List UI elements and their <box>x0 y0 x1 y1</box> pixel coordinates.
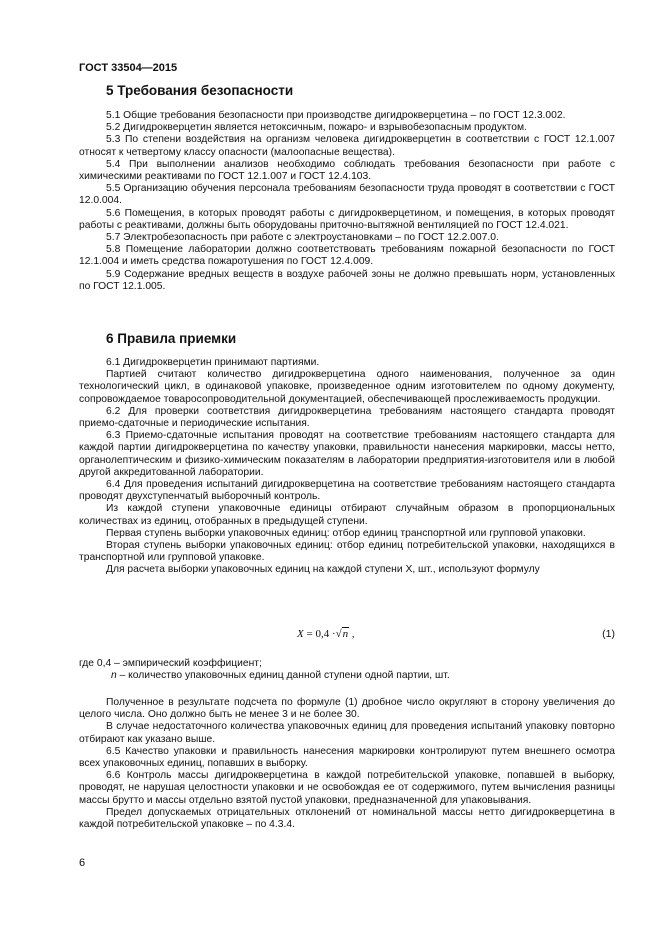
formula-sqrt-arg: n <box>342 628 349 640</box>
paragraph: 6.5 Качество упаковки и правильность нанесения маркировки контролируют путем внешнего осмотра всех упаковочных единиц, попавших в выборку. <box>79 745 615 770</box>
paragraph: Для расчета выборки упаковочных единиц на каждой ступени X, шт., используют формулу <box>106 564 540 576</box>
formula-eq: = 0,4 · <box>306 628 336 640</box>
paragraph: Партией считают количество дигидрокверцетина одного наименования, полученное за один технологический цикл, в одинаковой упаковке, произведенное одним изготовителем по одному документу, сопровождаемое товаросопроводительной документацией, обеспечивающей прослеживаемость продукции. <box>79 369 615 405</box>
standard-code: ГОСТ 33504—2015 <box>79 62 178 74</box>
paragraph: 6.6 Контроль массы дигидрокверцетина в каждой потребительской упаковке, попавшей в выборку, проводят, не нарушая целостности упаковки и не освобождая ее от содержимого, путем вычисления разницы массы брутто и массы отдельно взятой пустой упаковки, предназначенной для упаковывания. <box>79 770 615 806</box>
formula-1 <box>79 628 615 644</box>
paragraph: 6.4 Для проведения испытаний дигидрокверцетина на соответствие требованиям настоящего стандарта проводят двухступенчатый выборочный контроль. <box>79 479 615 503</box>
paragraph: 5.7 Электробезопасность при работе с электроустановками – по ГОСТ 12.2.007.0. <box>106 232 499 244</box>
formula-tail: , <box>351 628 355 640</box>
legend-line-1: где 0,4 – эмпирический коэффициент; <box>79 658 262 669</box>
formula-legend <box>79 658 615 682</box>
section-6-title: 6 Правила приемки <box>106 331 237 346</box>
paragraph: Вторая ступень выборки упаковочных единиц: отбор единиц потребительской упаковки, находящихся в транспортной или групповой упаковке. <box>79 540 615 564</box>
paragraph: Из каждой ступени упаковочные единицы отбирают случайным образом в пропорциональных количествах из единиц, отобранных в предыдущей ступени. <box>79 503 615 527</box>
paragraph: 5.4 При выполнении анализов необходимо соблюдать требования безопасности при работе с химическими реактивами по ГОСТ 12.1.007 и ГОСТ 12.4.103. <box>79 158 615 183</box>
paragraph: 5.5 Организацию обучения персонала требованиям безопасности труда проводят в соответствии с ГОСТ 12.0.004. <box>79 183 615 207</box>
paragraph: 6.1 Дигидрокверцетин принимают партиями. <box>106 357 320 368</box>
section-5-title: 5 Требования безопасности <box>106 83 294 98</box>
paragraph: 5.2 Дигидрокверцетин является нетоксичным, пожаро- и взрывобезопасным продуктом. <box>106 122 527 134</box>
paragraph: В случае недостаточного количества упаковочных единиц для проведения испытаний упаковку повторно отбирают как указано выше. <box>79 721 615 745</box>
paragraph: 5.9 Содержание вредных веществ в воздухе рабочей зоны не должно превышать норм, установленных по ГОСТ 12.1.005. <box>79 268 615 292</box>
page-number: 6 <box>79 857 86 869</box>
paragraph: 5.1 Общие требования безопасности при производстве дигидрокверцетина – по ГОСТ 12.3.002. <box>106 110 566 121</box>
legend-line-2 <box>79 670 615 682</box>
paragraph: 5.3 По степени воздействия на организм человека дигидрокверцетин в соответствии с ГОСТ 12.1.007 относят к четвертому классу опасности (малоопасные вещества). <box>79 134 615 158</box>
paragraph: 6.3 Приемо-сдаточные испытания проводят на соответствие требованиям настоящего стандарта для каждой партии дигидрокверцетина по качеству упаковки, правильности нанесения маркировки, массы нетто, органолептическим и физико-химическим показателям в лаборатории предприятия-изготовителя или в любой другой аккредитованной лаборатории. <box>79 430 615 478</box>
paragraph: 5.6 Помещения, в которых проводят работы с дигидрокверцетином, и помещения, в которых проводят работы с реактивами, должны быть оборудованы приточно-вытяжной вентиляцией по ГОСТ 12.4.021. <box>79 207 615 231</box>
formula-lhs: X <box>297 628 304 640</box>
section-5-body <box>79 110 615 293</box>
legend-text: – количество упаковочных единиц данной ступени одной партии, шт. <box>116 670 450 682</box>
section-6-body <box>79 357 615 577</box>
section-6-body-continued <box>79 697 615 831</box>
legend-var: n <box>111 670 117 682</box>
formula-expression: X = 0,4 ·√n , <box>297 628 355 640</box>
paragraph: Предел допускаемых отрицательных отклонений от номинальной массы нетто дигидрокверцетина в каждой потребительской упаковке – по 4.3.4. <box>79 806 615 831</box>
paragraph: Полученное в результате подсчета по формуле (1) дробное число округляют в сторону увеличения до целого числа. Оно должно быть не менее 3 и не более 30. <box>79 697 615 721</box>
paragraph: 6.2 Для проверки соответствия дигидрокверцетина требованиям настоящего стандарта проводят приемо-сдаточные и периодические испытания. <box>79 405 615 430</box>
formula-number: (1) <box>602 628 615 640</box>
paragraph: Первая ступень выборки упаковочных единиц: отбор единиц транспортной или групповой упаковки. <box>106 527 586 539</box>
paragraph: 5.8 Помещение лаборатории должно соответствовать требованиям пожарной безопасности по ГОСТ 12.1.004 и иметь средства пожаротушения по ГОСТ 12.4.009. <box>79 244 615 268</box>
